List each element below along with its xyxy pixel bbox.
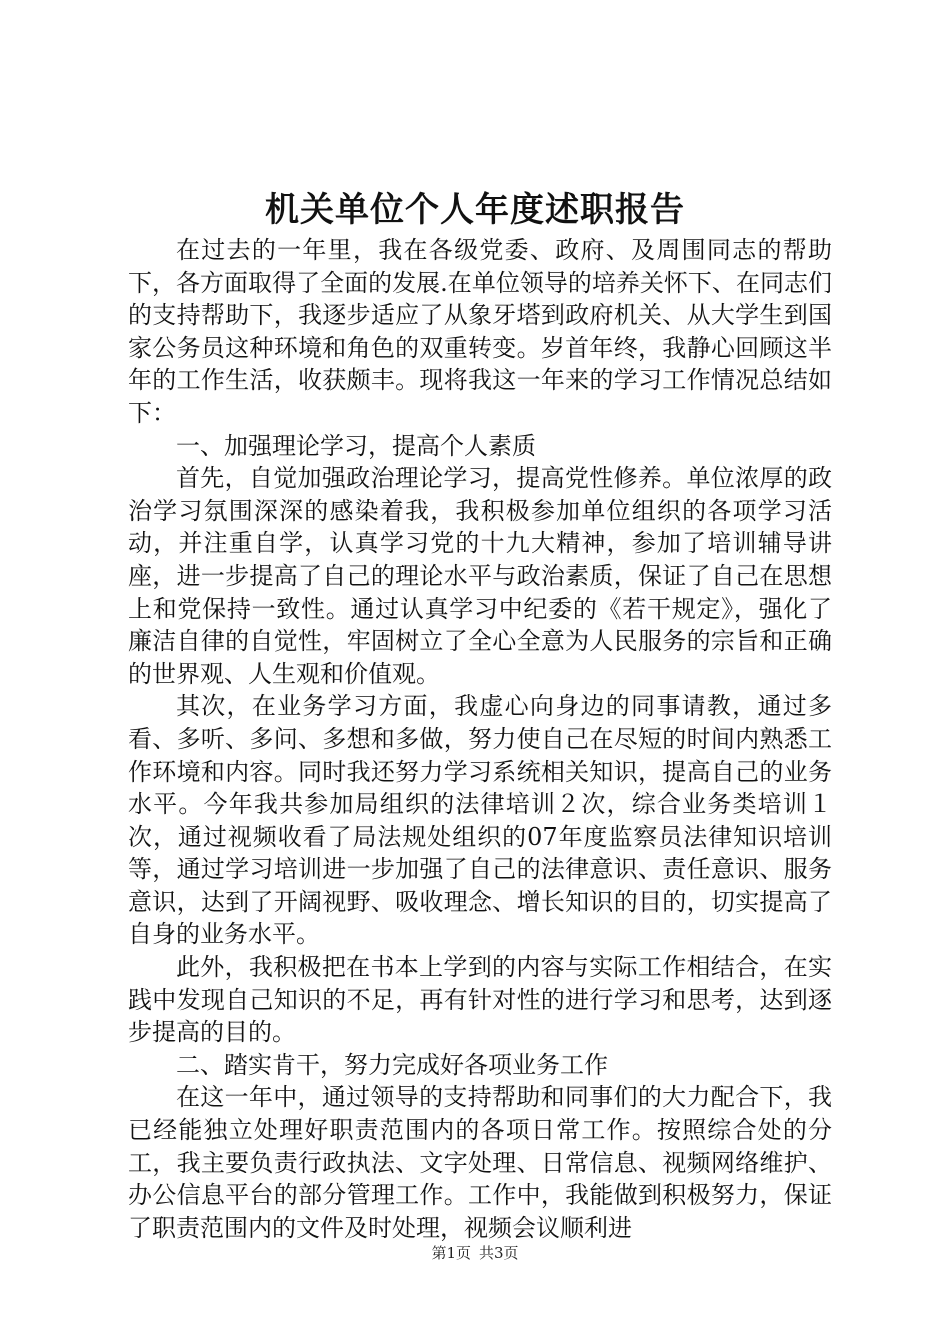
section-heading-1: 一、加强理论学习，提高个人素质 xyxy=(176,431,536,460)
document-body xyxy=(128,234,832,1244)
section-heading-2: 二、踏实肯干，努力完成好各项业务工作 xyxy=(176,1050,608,1079)
page-number: 第1页 xyxy=(431,1244,471,1262)
paragraph-theory-study: 首先，自觉加强政治理论学习，提高党性修养。单位浓厚的政治学习氛围深深的感染着我，我积极参加单位组织的各项学习活动，并注重自学，认真学习党的十九大精神，参加了培训辅导讲座，进一步提高了自己的理论水平与政治素质，保证了自己在思想上和党保持一致性。通过认真学习中纪委的《若干规定》，强化了廉洁自律的自觉性，牢固树立了全心全意为人民服务的宗旨和正确的世界观、人生观和价值观。 xyxy=(128,464,832,688)
page-total: 共3页 xyxy=(479,1244,519,1262)
page-footer xyxy=(0,1242,950,1264)
document-title: 机关单位个人年度述职报告 xyxy=(265,190,685,230)
paragraph-business-study: 其次，在业务学习方面，我虚心向身边的同事请教，通过多看、多听、多问、多想和多做，努力使自己在尽短的时间内熟悉工作环境和内容。同时我还努力学习系统相关知识，提高自己的业务水平。今年我共参加局组织的法律培训２次，综合业务类培训１次，通过视频收看了局法规处组织的07年度监察员法律知识培训等，通过学习培训进一步加强了自己的法律意识、责任意识、服务意识，达到了开阔视野、吸收理念、增长知识的目的，切实提高了自身的业务水平。 xyxy=(128,692,832,949)
paragraph-practice: 此外，我积极把在书本上学到的内容与实际工作相结合，在实践中发现自己知识的不足，再有针对性的进行学习和思考，达到逐步提高的目的。 xyxy=(128,953,832,1047)
paragraph-intro: 在过去的一年里，我在各级党委、政府、及周围同志的帮助下，各方面取得了全面的发展.在单位领导的培养关怀下、在同志们的支持帮助下，我逐步适应了从象牙塔到政府机关、从大学生到国家公务员这种环境和角色的双重转变。岁首年终，我静心回顾这半年的工作生活，收获颇丰。现将我这一年来的学习工作情况总结如下： xyxy=(128,236,832,427)
paragraph-work: 在这一年中，通过领导的支持帮助和同事们的大力配合下，我已经能独立处理好职责范围内的各项日常工作。按照综合处的分工，我主要负责行政执法、文字处理、日常信息、视频网络维护、办公信息平台的部分管理工作。工作中，我能做到积极努力，保证了职责范围内的文件及时处理，视频会议顺利进 xyxy=(128,1083,832,1242)
